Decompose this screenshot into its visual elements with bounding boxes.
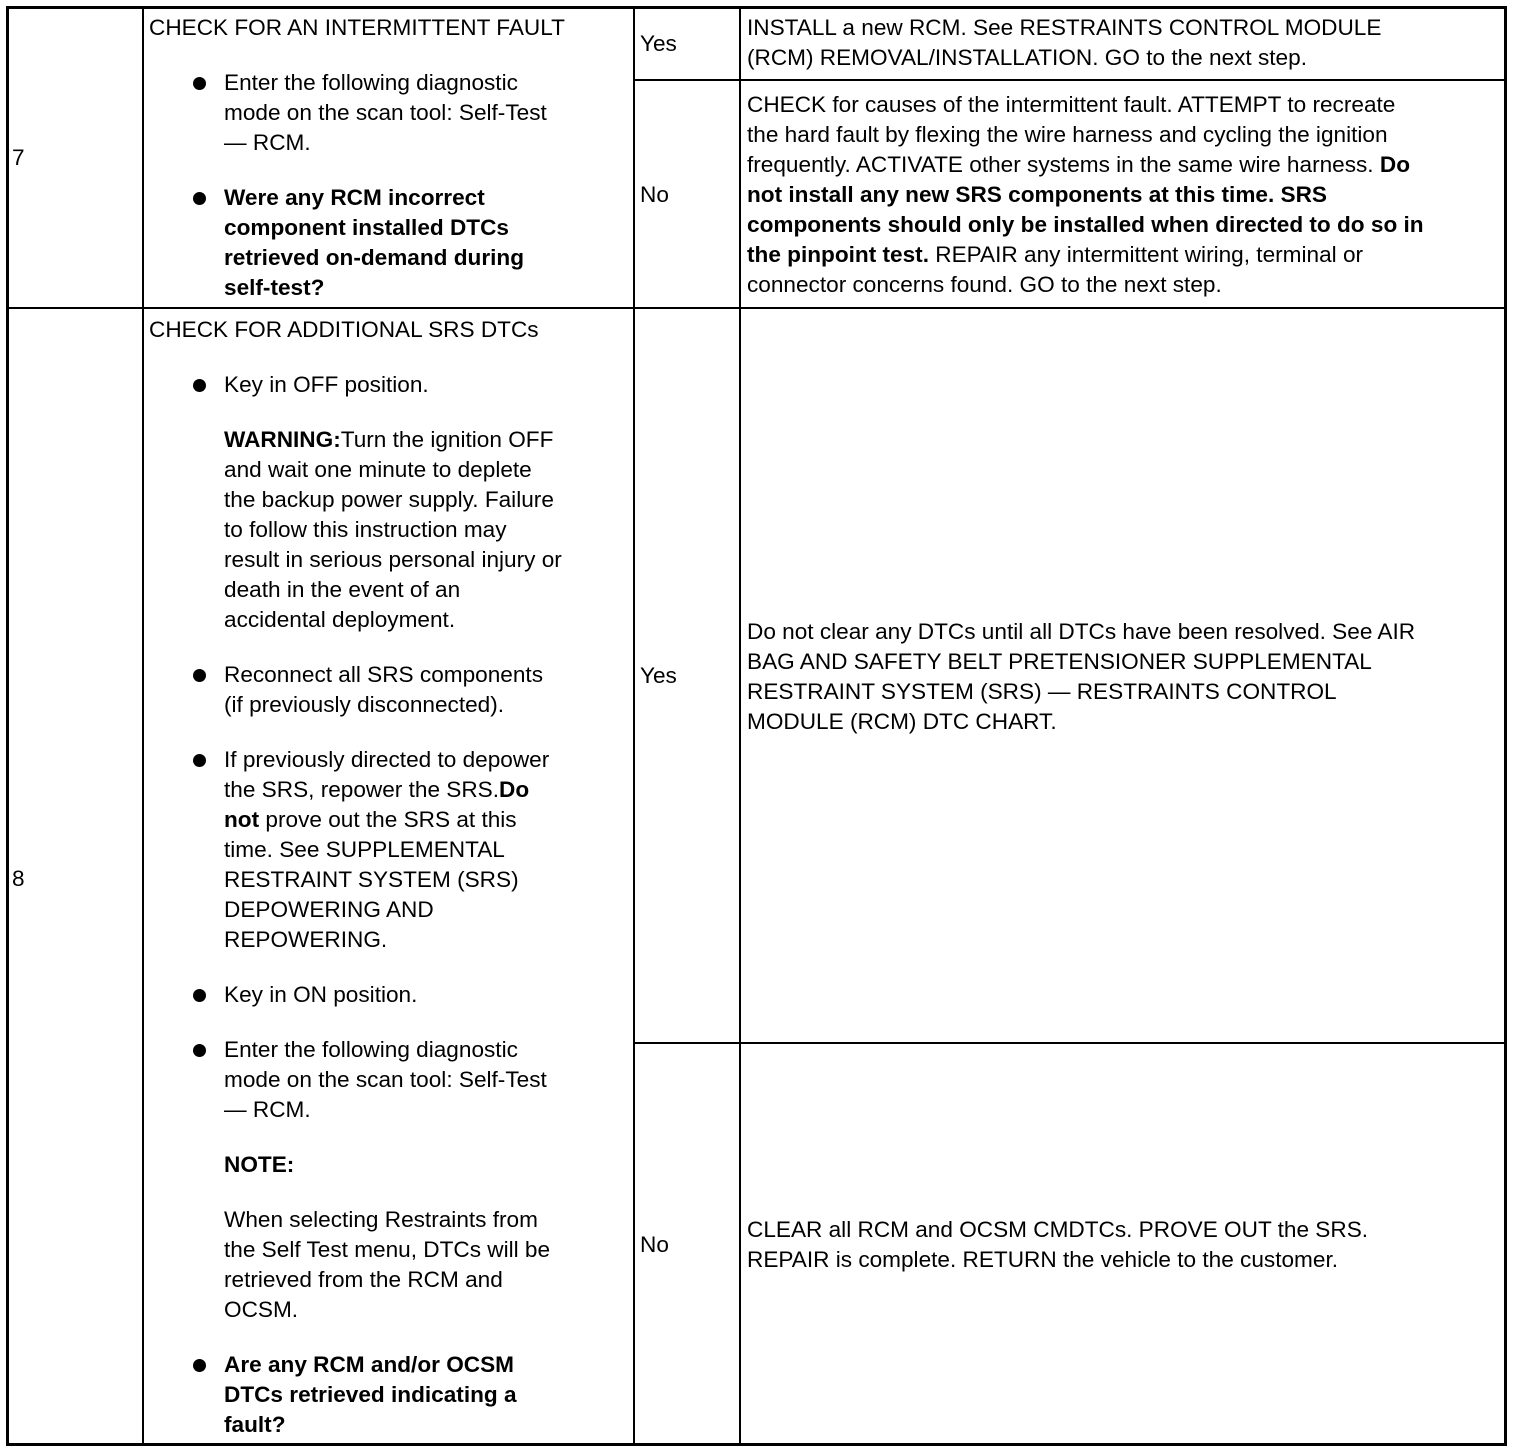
bullet-text: Enter the following diagnostic mode on the scan tool: Self-Test — RCM. <box>224 70 547 155</box>
bullet-icon <box>193 1359 206 1372</box>
result-divider-row7 <box>633 79 1507 81</box>
note-label: NOTE: <box>224 1152 295 1177</box>
column-divider-result <box>739 6 741 1446</box>
result-divider-row8 <box>633 1042 1507 1044</box>
bullet-icon <box>193 1044 206 1057</box>
result-label: Yes <box>640 663 677 688</box>
question-text: Are any RCM and/or OCSM DTCs retrieved indicating a fault? <box>224 1352 517 1437</box>
bullet-text: Enter the following diagnostic mode on the scan tool: Self-Test — RCM. <box>224 1037 547 1122</box>
action-text: INSTALL a new RCM. See RESTRAINTS CONTROL MODULE (RCM) REMOVAL/INSTALLATION. GO to the next step. <box>747 15 1382 70</box>
bullet-icon <box>193 669 206 682</box>
step-number: 7 <box>12 145 25 170</box>
result-label: No <box>640 182 669 207</box>
bullet-text: Key in OFF position. <box>224 372 429 397</box>
result-label: Yes <box>640 31 677 56</box>
bullet-icon <box>193 77 206 90</box>
bullet-icon <box>193 754 206 767</box>
step-number: 8 <box>12 866 25 891</box>
action-text: CHECK for causes of the intermittent fault. ATTEMPT to recreate the hard fault by flexing the wire harness and cycling the ignition frequently. ACTIVATE other systems in the same wire harness. Do not install any new SRS components at this time. SRS components should only be installed when directed to do so in the pinpoint test. REPAIR any intermittent wiring, terminal or connector concerns found. GO to the next step. <box>747 92 1424 297</box>
bullet-icon <box>193 192 206 205</box>
test-title: CHECK FOR AN INTERMITTENT FAULT <box>149 15 565 40</box>
column-divider-test <box>633 6 635 1446</box>
bullet-text: Key in ON position. <box>224 982 418 1007</box>
row-divider <box>6 307 1507 309</box>
bullet-text: If previously directed to depower the SRS, repower the SRS.Do not prove out the SRS at this time. See SUPPLEMENTAL RESTRAINT SYSTEM (SRS) DEPOWERING AND REPOWERING. <box>224 747 550 952</box>
bullet-icon <box>193 989 206 1002</box>
action-text: CLEAR all RCM and OCSM CMDTCs. PROVE OUT the SRS. REPAIR is complete. RETURN the vehicle to the customer. <box>747 1217 1369 1272</box>
action-text: Do not clear any DTCs until all DTCs have been resolved. See AIR BAG AND SAFETY BELT PRETENSIONER SUPPLEMENTAL RESTRAINT SYSTEM (SRS) — RESTRAINTS CONTROL MODULE (RCM) DTC CHART. <box>747 619 1416 734</box>
result-label: No <box>640 1232 669 1257</box>
bullet-icon <box>193 379 206 392</box>
test-title: CHECK FOR ADDITIONAL SRS DTCs <box>149 317 539 342</box>
warning-text: WARNING:Turn the ignition OFF and wait one minute to deplete the backup power supply. Failure to follow this instruction may result in serious personal injury or death in the event of an accidental deployment. <box>224 427 562 632</box>
bullet-text: Reconnect all SRS components (if previously disconnected). <box>224 662 543 717</box>
column-divider-step <box>142 6 144 1446</box>
question-text: Were any RCM incorrect component installed DTCs retrieved on-demand during self-test? <box>224 185 525 300</box>
note-text: When selecting Restraints from the Self Test menu, DTCs will be retrieved from the RCM and OCSM. <box>224 1207 551 1322</box>
